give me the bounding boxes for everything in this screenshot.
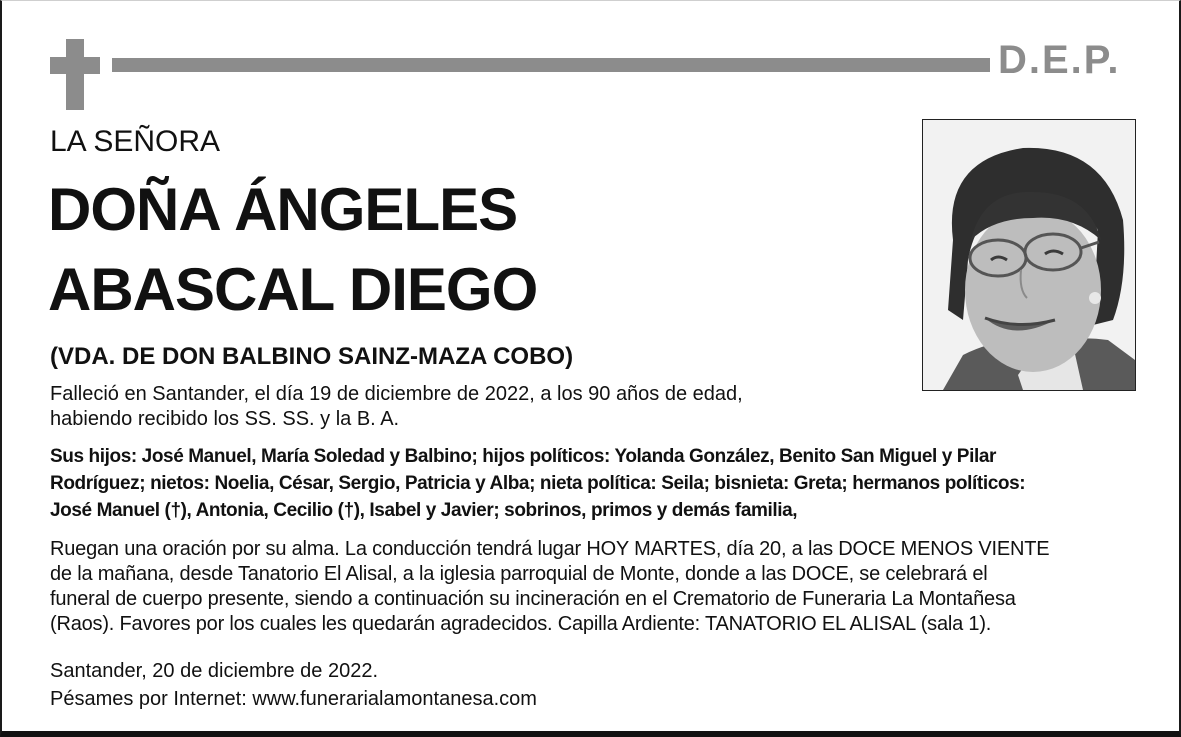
service-line: de la mañana, desde Tanatorio El Alisal, a la iglesia parroquial de Monte, donde a las DOCE, se celebrará el [50, 563, 988, 585]
service-line: funeral de cuerpo presente, siendo a continuación su incineración en el Crematorio de Funeraria La Montañesa [50, 588, 1016, 610]
honorific: LA SEÑORA [50, 125, 221, 158]
death-notice-line: Falleció en Santander, el día 19 de diciembre de 2022, a los 90 años de edad, [50, 383, 743, 405]
widow-of: (VDA. DE DON BALBINO SAINZ-MAZA COBO) [50, 343, 574, 370]
service-line: Ruegan una oración por su alma. La conducción tendrá lugar HOY MARTES, día 20, a las DOCE MENOS VIENTE [50, 538, 1050, 560]
condolences-link[interactable]: Pésames por Internet: www.funerarialamontanesa.com [50, 688, 537, 710]
footer [50, 657, 537, 713]
place-date: Santander, 20 de diciembre de 2022. [50, 660, 379, 682]
deceased-name-line1: DOÑA ÁNGELES [48, 176, 518, 243]
cross-horizontal-bar [50, 57, 100, 74]
service-details [50, 537, 1160, 637]
portrait-image [923, 120, 1135, 390]
service-line: (Raos). Favores por los cuales les quedarán agradecidos. Capilla Ardiente: TANATORIO EL ALISAL (sala 1). [50, 613, 992, 635]
family-list [50, 443, 1160, 524]
death-notice [50, 382, 870, 432]
family-line: José Manuel (†), Antonia, Cecilio (†), Isabel y Javier; sobrinos, primos y demás familia, [50, 500, 798, 521]
death-notice-line: habiendo recibido los SS. SS. y la B. A. [50, 408, 400, 430]
family-line: Sus hijos: José Manuel, María Soledad y Balbino; hijos políticos: Yolanda González, Benito San Miguel y Pilar [50, 446, 996, 467]
portrait-photo [922, 119, 1136, 391]
dep-abbreviation: D.E.P. [998, 38, 1121, 82]
family-line: Rodríguez; nietos: Noelia, César, Sergio, Patricia y Alba; nieta política: Seila; bisnieta: Greta; hermanos políticos: [50, 473, 1026, 494]
cross-vertical-bar [66, 39, 84, 110]
header-rule [112, 58, 990, 72]
deceased-name-line2: ABASCAL DIEGO [48, 256, 538, 323]
